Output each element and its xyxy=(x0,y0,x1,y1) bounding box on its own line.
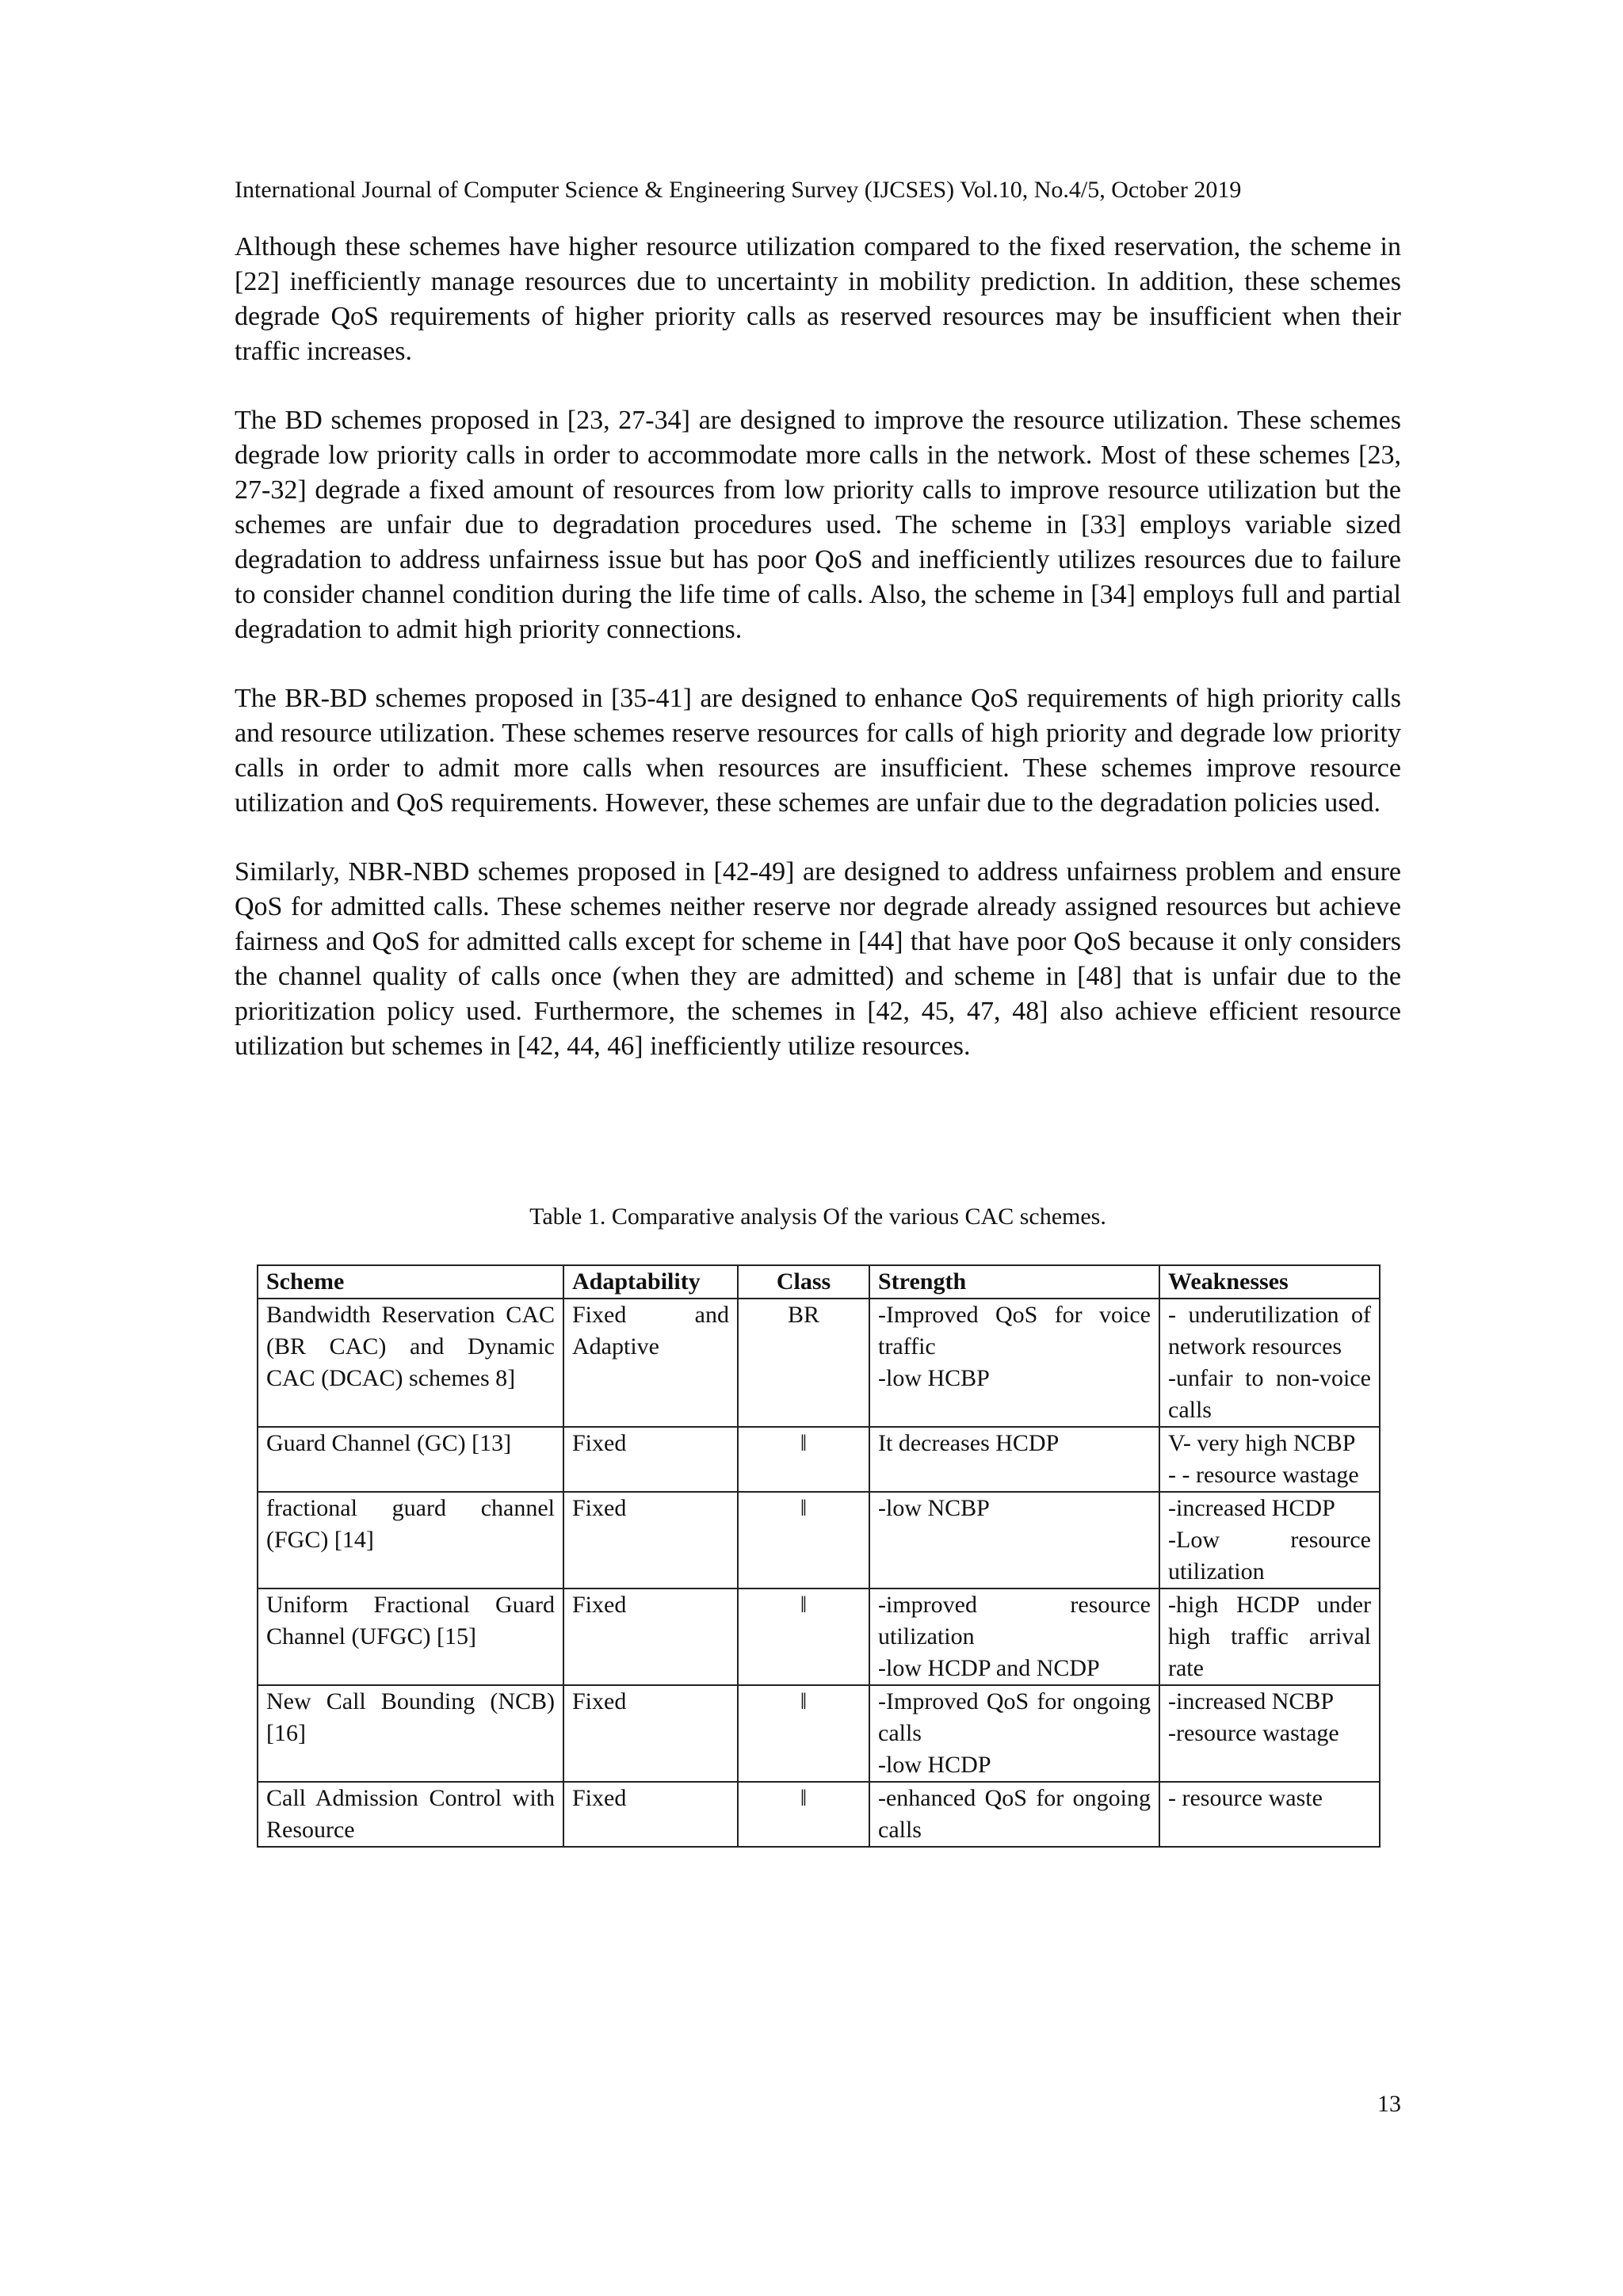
cell-weaknesses xyxy=(1159,1299,1380,1427)
cell-weaknesses xyxy=(1159,1589,1380,1685)
cell-weaknesses xyxy=(1159,1685,1380,1782)
strength-line: -Improved QoS for ongoing calls xyxy=(878,1688,1151,1746)
strength-line: -low HCDP and NCDP xyxy=(878,1655,1100,1681)
cell-adaptability: Fixed xyxy=(563,1685,738,1782)
strength-line: -low NCBP xyxy=(878,1495,990,1521)
cell-class: ǁ xyxy=(738,1492,869,1589)
cell-scheme: Uniform Fractional Guard Channel (UFGC) [15] xyxy=(258,1589,563,1685)
cell-strength xyxy=(869,1427,1159,1492)
table-row xyxy=(258,1685,1380,1782)
cell-strength xyxy=(869,1492,1159,1589)
cell-weaknesses xyxy=(1159,1782,1380,1847)
header-class: Class xyxy=(738,1265,869,1299)
weakness-line: - underutilization of network resources xyxy=(1168,1302,1371,1360)
cell-adaptability: Fixed xyxy=(563,1492,738,1589)
table-caption: Table 1. Comparative analysis Of the various CAC schemes. xyxy=(529,1203,1106,1230)
cell-strength xyxy=(869,1589,1159,1685)
table-row xyxy=(258,1492,1380,1589)
cell-class: BR xyxy=(738,1299,869,1427)
paragraph: The BR-BD schemes proposed in [35-41] are designed to enhance QoS requirements of high priority calls and resource utilization. These schemes reserve resources for calls of high priority and degrade low priority calls in order to admit more calls when resources are insufficient. These schemes improve resource utilization and QoS requirements. However, these schemes are unfair due to the degradation policies used. xyxy=(235,684,1401,818)
weakness-line: -unfair to non-voice calls xyxy=(1168,1365,1371,1423)
table-header-row xyxy=(258,1265,1380,1299)
cell-scheme: fractional guard channel (FGC) [14] xyxy=(258,1492,563,1589)
weakness-line: -increased NCBP xyxy=(1168,1688,1335,1714)
cell-strength xyxy=(869,1299,1159,1427)
weakness-line: - - resource wastage xyxy=(1168,1462,1359,1488)
cell-strength xyxy=(869,1685,1159,1782)
cell-class: ǁ xyxy=(738,1685,869,1782)
cell-strength xyxy=(869,1782,1159,1847)
paragraph: Although these schemes have higher resource utilization compared to the fixed reservation, the scheme in [22] inefficiently manage resources due to uncertainty in mobility prediction. In addition, these schemes degrade QoS requirements of higher priority calls as reserved resources may be insufficient when their traffic increases. xyxy=(235,232,1401,366)
strength-line: -improved resource utilization xyxy=(878,1592,1151,1650)
cell-scheme: New Call Bounding (NCB) [16] xyxy=(258,1685,563,1782)
paragraph: Similarly, NBR-NBD schemes proposed in [42-49] are designed to address unfairness problem and ensure QoS for admitted calls. These schemes neither reserve nor degrade already assigned resources but achieve fairness and QoS for admitted calls except for scheme in [44] that have poor QoS because it only considers the channel quality of calls once (when they are admitted) and scheme in [48] that is unfair due to the prioritization policy used. Furthermore, the schemes in [42, 45, 47, 48] also achieve efficient resource utilization but schemes in [42, 44, 46] inefficiently utilize resources. xyxy=(235,857,1401,1061)
table-row xyxy=(258,1589,1380,1685)
table-row xyxy=(258,1782,1380,1847)
weakness-line: V- very high NCBP xyxy=(1168,1430,1356,1456)
cell-class: ǁ xyxy=(738,1782,869,1847)
cell-adaptability: Fixed xyxy=(563,1782,738,1847)
strength-line: -low HCDP xyxy=(878,1752,991,1778)
header-scheme: Scheme xyxy=(258,1265,563,1299)
paragraph: The BD schemes proposed in [23, 27-34] are designed to improve the resource utilization. These schemes degrade low priority calls in order to accommodate more calls in the network. Most of these schemes [23, 27-32] degrade a fixed amount of resources from low priority calls to improve resource utilization but the schemes are unfair due to degradation procedures used. The scheme in [33] employs variable sized degradation to address unfairness issue but has poor QoS and inefficiently utilizes resources due to failure to consider channel condition during the life time of calls. Also, the scheme in [34] employs full and partial degradation to admit high priority connections. xyxy=(235,406,1401,644)
strength-line: -low HCBP xyxy=(878,1365,990,1391)
weakness-line: -Low resource utilization xyxy=(1168,1527,1371,1585)
body-text xyxy=(235,230,1401,1098)
cell-adaptability: Fixed and Adaptive xyxy=(563,1299,738,1427)
header-adaptability: Adaptability xyxy=(563,1265,738,1299)
cell-scheme: Guard Channel (GC) [13] xyxy=(258,1427,563,1492)
strength-line: -enhanced QoS for ongoing calls xyxy=(878,1785,1151,1843)
weakness-line: -high HCDP under high traffic arrival rate xyxy=(1168,1592,1371,1681)
weakness-line: -increased HCDP xyxy=(1168,1495,1335,1521)
cell-class: ǁ xyxy=(738,1427,869,1492)
cell-class: ǁ xyxy=(738,1589,869,1685)
cell-scheme: Bandwidth Reservation CAC (BR CAC) and Dynamic CAC (DCAC) schemes 8] xyxy=(258,1299,563,1427)
comparison-table xyxy=(257,1264,1381,1848)
weakness-line: - resource waste xyxy=(1168,1785,1323,1811)
strength-line: -Improved QoS for voice traffic xyxy=(878,1302,1151,1360)
journal-header: International Journal of Computer Science & Engineering Survey (IJCSES) Vol.10, No.4/5, October 2019 xyxy=(235,177,1242,203)
weakness-line: -resource wastage xyxy=(1168,1720,1339,1746)
header-strength: Strength xyxy=(869,1265,1159,1299)
cell-adaptability: Fixed xyxy=(563,1589,738,1685)
cell-weaknesses xyxy=(1159,1427,1380,1492)
cell-weaknesses xyxy=(1159,1492,1380,1589)
page-number: 13 xyxy=(1377,2091,1401,2117)
cell-scheme: Call Admission Control with Resource xyxy=(258,1782,563,1847)
table-row xyxy=(258,1427,1380,1492)
cell-adaptability: Fixed xyxy=(563,1427,738,1492)
header-weaknesses: Weaknesses xyxy=(1159,1265,1380,1299)
strength-line: It decreases HCDP xyxy=(878,1430,1060,1456)
table-row xyxy=(258,1299,1380,1427)
